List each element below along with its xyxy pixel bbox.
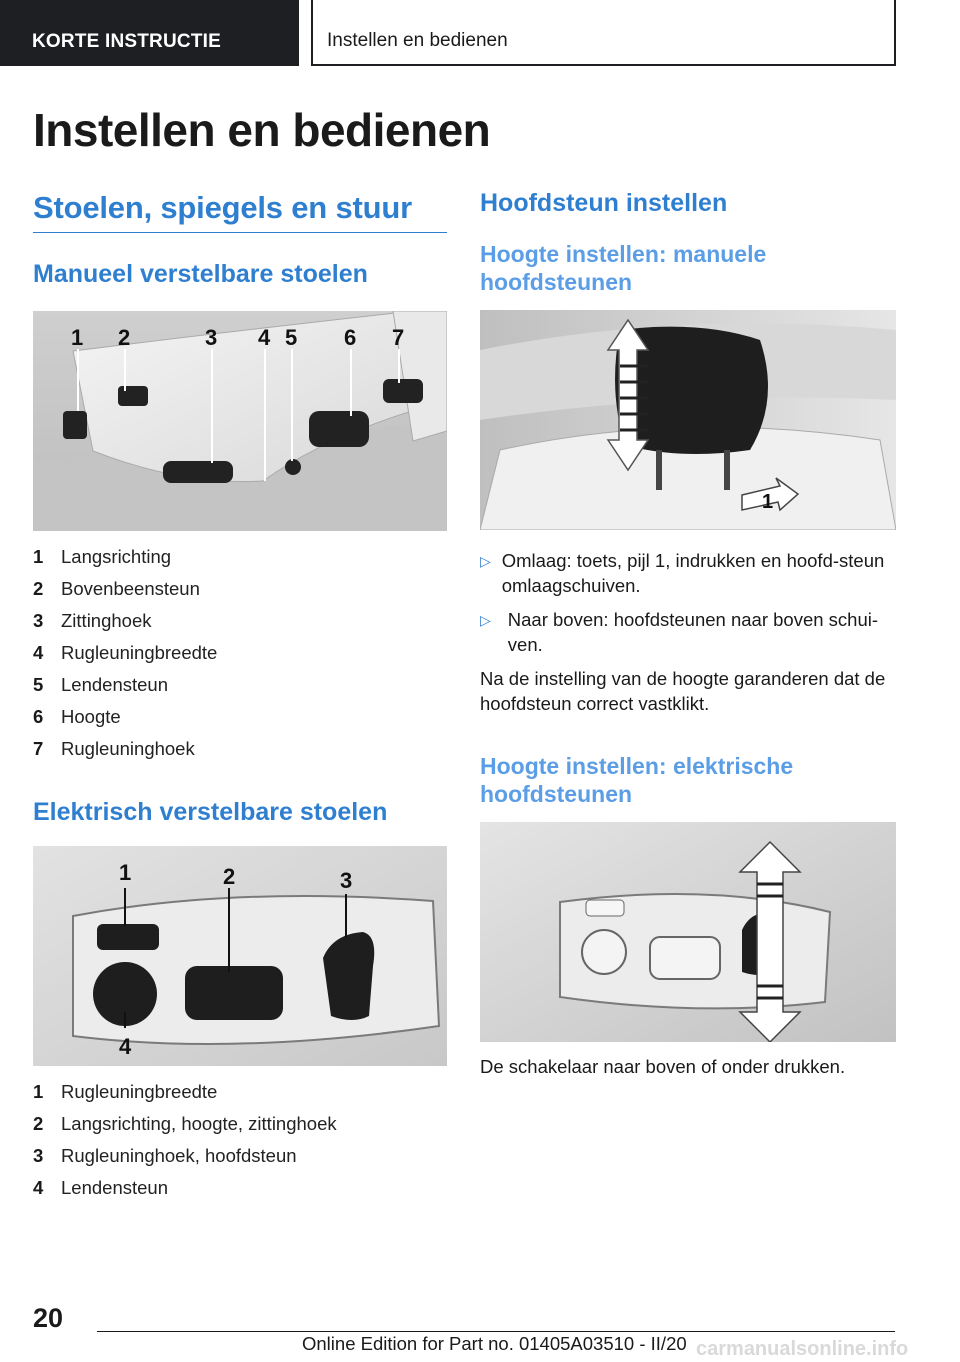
triangle-bullet-icon: ▷ bbox=[480, 552, 491, 569]
list-item: 2 Bovenbeensteun bbox=[33, 577, 200, 599]
section-tab[interactable]: KORTE INSTRUCTIE bbox=[0, 0, 299, 66]
list-item: 4 Rugleuningbreedte bbox=[33, 641, 218, 663]
manual-headrest-steps bbox=[480, 548, 896, 657]
footer-divider bbox=[97, 1331, 895, 1332]
callout-7: 7 bbox=[392, 324, 405, 350]
callout-2: 2 bbox=[118, 324, 131, 350]
electric-headrest-note: De schakelaar naar boven of onder drukken. bbox=[480, 1055, 846, 1077]
footer-edition: Online Edition for Part no. 01405A03510 - II/20 bbox=[302, 1333, 687, 1354]
electric-seat-illustration bbox=[33, 846, 447, 1066]
section-title-headrest: Hoofdsteun instellen bbox=[480, 189, 728, 217]
list-item: 1 Rugleuningbreedte bbox=[33, 1081, 218, 1102]
manual-headrest-illustration bbox=[480, 310, 896, 530]
list-item: 2 Langsrichting, hoogte, zittinghoek bbox=[33, 1113, 337, 1134]
chapter-tab[interactable]: Instellen en bedienen bbox=[311, 0, 896, 66]
left-column bbox=[33, 190, 447, 1204]
callout-3: 3 bbox=[340, 868, 353, 893]
callout-3: 3 bbox=[205, 324, 218, 350]
callout-2: 2 bbox=[223, 864, 236, 889]
section-title-seats: Stoelen, spiegels en stuur bbox=[33, 190, 447, 233]
list-item: 6 Hoogte bbox=[33, 705, 121, 727]
heading-electric-headrest: Hoogte instellen: elektrische hoofdsteunen bbox=[480, 752, 794, 807]
list-item: ▷ Naar boven: hoofdsteunen naar boven schui-ven. bbox=[480, 608, 879, 655]
watermark: carmanualsonline.info bbox=[696, 1338, 909, 1360]
heading-manual-seats: Manueel verstelbare stoelen bbox=[33, 260, 368, 288]
list-item: 4 Lendensteun bbox=[33, 1177, 168, 1198]
callout-6: 6 bbox=[344, 324, 357, 350]
right-column bbox=[480, 190, 896, 1079]
header-bar bbox=[0, 0, 960, 66]
electric-seat-legend bbox=[33, 1076, 447, 1204]
list-item: 7 Rugleuninghoek bbox=[33, 737, 195, 759]
manual-seat-illustration bbox=[33, 311, 447, 531]
manual-seat-legend bbox=[33, 541, 447, 765]
heading-electric-seats: Elektrisch verstelbare stoelen bbox=[33, 797, 388, 826]
list-item: 1 Langsrichting bbox=[33, 545, 172, 567]
heading-manual-headrest: Hoogte instellen: manuele hoofdsteunen bbox=[480, 240, 767, 295]
callout-1: 1 bbox=[119, 860, 132, 885]
triangle-bullet-icon: ▷ bbox=[480, 611, 491, 628]
list-item: 5 Lendensteun bbox=[33, 673, 168, 695]
page-number: 20 bbox=[33, 1303, 64, 1333]
callout-1: 1 bbox=[762, 490, 774, 513]
callout-1: 1 bbox=[71, 324, 84, 350]
callout-4: 4 bbox=[119, 1034, 132, 1059]
list-item: 3 Zittinghoek bbox=[33, 609, 152, 631]
callout-5: 5 bbox=[285, 324, 298, 350]
electric-headrest-illustration bbox=[480, 822, 896, 1042]
list-item: ▷ Omlaag: toets, pijl 1, indrukken en hoofd-steun omlaagschuiven. bbox=[480, 549, 885, 596]
manual-headrest-note: Na de instelling van de hoogte garanderen dat de hoofdsteun correct vastklikt. bbox=[480, 667, 886, 714]
list-item: 3 Rugleuninghoek, hoofdsteun bbox=[33, 1145, 297, 1166]
page-title: Instellen en bedienen bbox=[33, 104, 491, 156]
callout-4: 4 bbox=[258, 324, 271, 350]
